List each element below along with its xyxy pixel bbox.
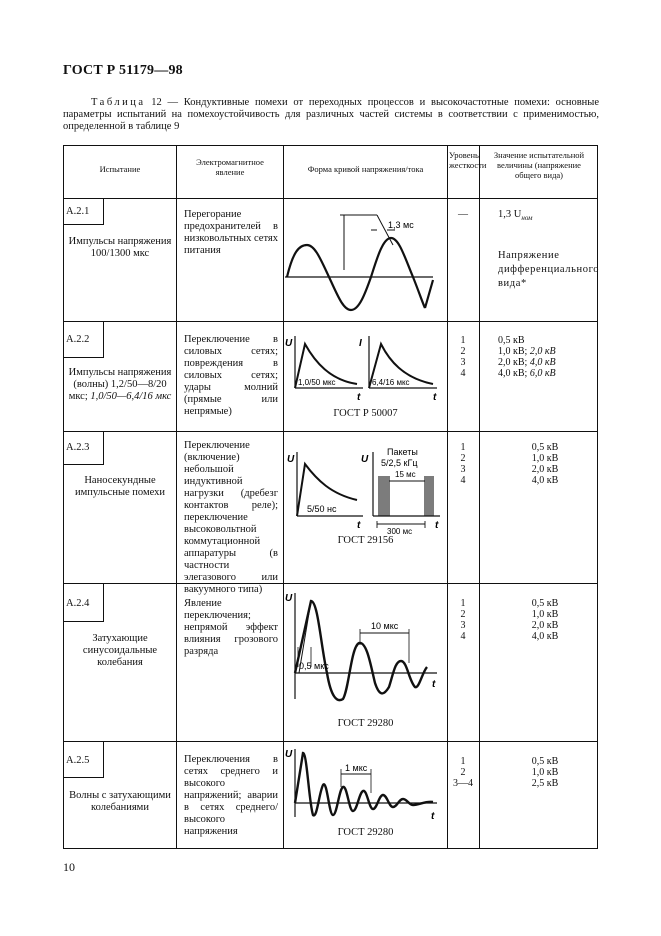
header-test: Испытание (99, 164, 141, 174)
row-value: 1,3 $U_{ном}$ (498, 209, 533, 223)
row-levels: 1 2 3 4 (460, 598, 466, 642)
rise-label: 0,5 мкс (299, 661, 329, 671)
document-code: ГОСТ Р 51179—98 (63, 63, 183, 78)
impulse-2-label: 6,4/16 мкс (372, 378, 410, 387)
packet-burst-1 (379, 476, 389, 516)
row-values: 0,5 кВ 1,0 кВ 2,0 кВ 4,0 кВ (531, 442, 559, 486)
header-value: Значение испытательной величины (напряжение общего вида) (493, 150, 585, 180)
axis-u-label: U (287, 454, 295, 465)
sine-wave (287, 238, 433, 310)
waveform-a23 (285, 442, 445, 534)
waveform-a22 (285, 324, 445, 406)
header-level: Уровень жесткости (449, 150, 487, 170)
packets-label: Пакеты (387, 447, 418, 457)
row-test: Наносекундные импульсные помехи (74, 475, 166, 498)
period-label: 1 мкс (345, 763, 368, 773)
row-values: 0,5 кВ 1,0 кВ 2,5 кВ (531, 756, 559, 789)
axis-t-label: t (433, 392, 437, 403)
row-levels: 1 2 3—4 (453, 756, 473, 789)
row-phenomenon: Явление переключения; непрямой эффект влияния грозового разряда (184, 598, 278, 657)
axis-t-label: t (431, 811, 435, 822)
row-test: Импульсы напряжения 100/1300 мкс (68, 236, 172, 259)
axis-t-label: t (435, 520, 439, 531)
row-code: A.2.5 (66, 755, 90, 766)
axis-t-label: t (357, 392, 361, 403)
source-standard: ГОСТ 29280 (337, 827, 394, 838)
pulse-label: 5/50 нс (307, 504, 337, 514)
axis-u-label: U (285, 338, 293, 349)
row-phenomenon: Перегорание предохранителей в низковольтных сетях питания (184, 209, 278, 256)
header-phenomenon: Электромагнитное явление (196, 157, 264, 177)
row-code: A.2.4 (66, 598, 90, 609)
packets-frequency: 5/2,5 кГц (381, 458, 418, 468)
header-waveform: Форма кривой напряжения/тока (307, 164, 424, 174)
packet-burst-2 (425, 476, 433, 516)
caption-text: 12 — Кондуктивные помехи от переходных процессов и высокочастотные помехи: основные параметры испытаний на помехоустойчивость для различных частей системы в соответствии с применимостью, определенной в таблице 9 (63, 97, 599, 132)
row-levels: 1 2 3 4 (460, 442, 466, 486)
row-levels: 1 2 3 4 (460, 335, 466, 379)
caption-label: Таблица (91, 97, 146, 108)
row-test: Затухающие синусоидальные колебания (82, 633, 158, 668)
axis-u-label: U (285, 593, 293, 604)
row-code: A.2.1 (66, 206, 90, 217)
row-test: Импульсы напряжения (волны) 1,2/50—8/20 мкс; 1,0/50—6,4/16 мкс (68, 367, 172, 402)
impulse-1-label: 1,0/50 мкс (298, 378, 336, 387)
row-values: 0,5 кВ 1,0 кВ; 2,0 кВ 2,0 кВ; 4,0 кВ 4,0 кВ; 6,0 кВ (498, 335, 556, 379)
row-phenomenon: Переключение в силовых сетях; повреждения в силовых сетях; удары молний (прямые или непрямые) (184, 334, 278, 417)
axis-t-label: t (357, 520, 361, 531)
row-values: 0,5 кВ 1,0 кВ 2,0 кВ 4,0 кВ (531, 598, 559, 642)
axis-t-label: t (432, 679, 436, 690)
row-test: Волны с затухающими колебаниями (69, 790, 171, 813)
row-level: — (458, 209, 468, 220)
damped-sine (295, 601, 427, 700)
interval-15-label: 15 мс (395, 470, 416, 479)
source-standard: ГОСТ Р 50007 (333, 408, 398, 419)
waveform-a21 (285, 200, 445, 318)
row-code: A.2.2 (66, 334, 90, 345)
axis-i-label: I (359, 338, 362, 349)
axis-u-label: U (285, 749, 293, 760)
period-label: 10 мкс (371, 621, 399, 631)
page-number: 10 (63, 860, 75, 874)
axis-u-label: U (361, 454, 369, 465)
waveform-a25 (285, 743, 445, 825)
source-standard: ГОСТ 29156 (337, 535, 394, 546)
row-phenomenon: Переключение (включение) небольшой индуктивной нагрузки (дребезг контактов реле); переключение высоковольтной коммутационной аппаратуры (в частности элегазового или вакуумного типа) (184, 440, 278, 595)
source-standard: ГОСТ 29280 (337, 718, 394, 729)
waveform-a24 (285, 587, 445, 712)
interval-300-label: 300 мс (387, 527, 413, 534)
row-value-note: Напряжение дифференциального вида* (498, 250, 600, 289)
row-code: A.2.3 (66, 442, 90, 453)
row-phenomenon: Переключения в сетях среднего и высокого напряжений; аварии в сетях среднего/высокого напряжения (184, 754, 278, 837)
time-label: 1,3 мс (388, 220, 414, 230)
